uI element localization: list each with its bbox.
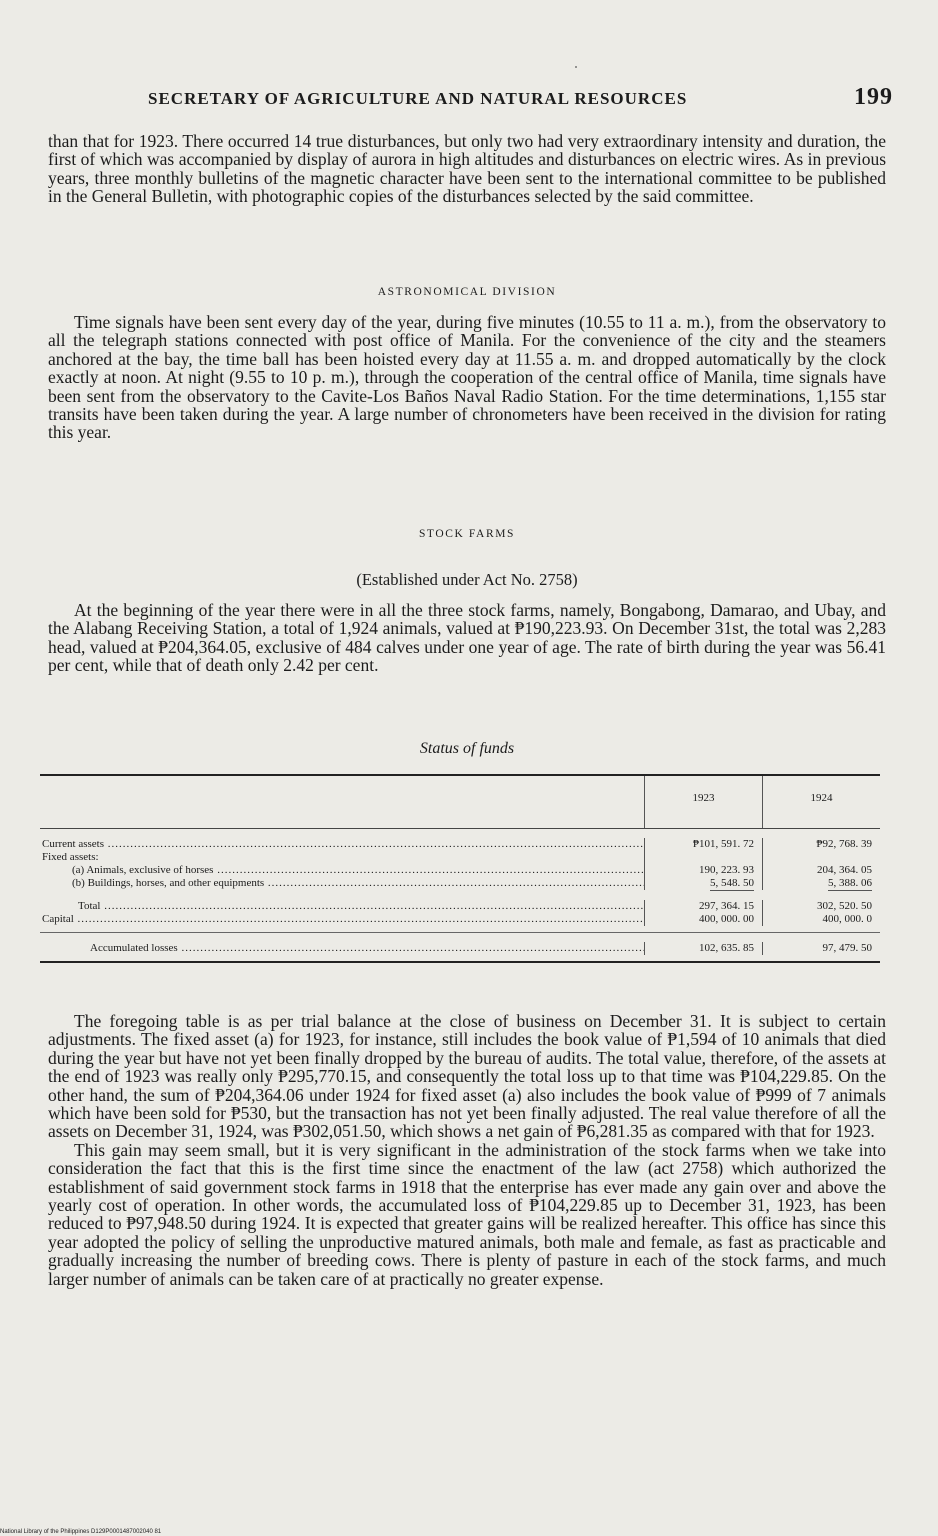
intro-block <box>48 132 886 206</box>
cell-animals-1923: 190, 223. 93 <box>699 864 754 876</box>
row-label-fixed-assets: Fixed assets: <box>42 851 99 863</box>
cell-buildings-1923: 5, 548. 50 <box>710 877 754 889</box>
cell-total-1924: 302, 520. 50 <box>817 900 872 912</box>
page-header <box>148 84 893 111</box>
astronomical-heading: ASTRONOMICAL DIVISION <box>377 286 557 298</box>
row-label-animals: (a) Animals, exclusive of horses ..... <box>42 864 644 877</box>
stock-farms-paragraph: At the beginning of the year there were in all the three stock farms, namely, Bongabong, Damarao, and Ubay, and the Alabang Receiving Station, a total of 1,924 animals, valued at ₱190,223.93. On December 31st, the total was 2,283 head, valued at ₱204,364.05, exclusive of 484 calves under one year of age. The rate of birth during the year was 56.41 per cent, while that of death only 2.42 per cent. <box>48 600 886 676</box>
cell-buildings-1924: 5, 388. 06 <box>828 877 872 889</box>
cell-current-assets-1923: ₱101, 591. 72 <box>692 838 754 850</box>
closing-paragraph-1: The foregoing table is as per trial balance at the close of business on December 31. It is subject to certain adjustments. The fixed asset (a) for 1923, for instance, still includes the book value of ₱1,594 of 10 animals that died during the year but have not yet been finally dropped by the bureau of audits. The total value, therefore, of the assets at the end of 1923 was really only ₱295,770.15, and consequently the total loss up to that time was ₱104,229.85. On the other hand, the sum of ₱204,364.06 under 1924 for fixed asset (a) also includes the book value of ₱999 of 7 animals which have been sold for ₱530, but the transaction has not yet been finally adjusted. The real value therefore of all the assets on December 31, 1924, was ₱302,051.50, which shows a net gain of ₱6,281.35 as compared with that for 1923. <box>48 1011 886 1142</box>
table-row-assets-group <box>40 829 880 896</box>
row-label-total: Total ..... <box>42 900 644 913</box>
row-label-current-assets: Current assets ..... <box>42 838 644 851</box>
stock-farms-heading: STOCK FARMS <box>418 528 516 540</box>
status-of-funds-table <box>40 774 880 963</box>
table-row-losses <box>40 932 880 961</box>
cell-blank <box>763 851 872 864</box>
header-1923: 1923 <box>644 776 762 828</box>
page-number: 199 <box>854 84 893 110</box>
astronomical-paragraph: Time signals have been sent every day of the year, during five minutes (10.55 to 11 a. m.), from the observatory to all the telegraph stations connected with post office of Manila. For the convenience of the city and the steamers anchored at the bay, the time ball has been hoisted every day at 11.55 a. m. and dropped automatically by the clock exactly at noon. At night (9.55 to 10 p. m.), through the cooperation of the central office of Manila, time signals have been sent from the observatory to the Cavite-Los Baños Naval Radio Station. For the time determinations, 1,155 star transits have been taken during the year. A large number of chronometers have been received in the division for rating this year. <box>48 312 886 443</box>
cell-capital-1924: 400, 000. 0 <box>822 913 872 925</box>
header-1924: 1924 <box>762 776 880 828</box>
speck <box>575 66 577 68</box>
table-header-row <box>40 776 880 829</box>
row-label-accumulated-losses: Accumulated losses ..... <box>42 942 644 955</box>
running-title: SECRETARY OF AGRICULTURE AND NATURAL RESOURCES <box>148 89 688 108</box>
cell-losses-1923: 102, 635. 85 <box>699 942 754 954</box>
table-title: Status of funds <box>419 740 515 757</box>
cell-losses-1924: 97, 479. 50 <box>822 942 872 954</box>
cell-blank <box>645 851 754 864</box>
header-blank-cell <box>40 776 644 828</box>
cell-animals-1924: 204, 364. 05 <box>817 864 872 876</box>
row-label-buildings: (b) Buildings, horses, and other equipments ..... <box>42 877 644 890</box>
cell-total-1923: 297, 364. 15 <box>699 900 754 912</box>
astronomical-block <box>48 313 886 442</box>
row-label-capital: Capital ..... <box>42 913 644 926</box>
stock-farms-block <box>48 601 886 675</box>
intro-paragraph: than that for 1923. There occurred 14 true disturbances, but only two had very extraordinary intensity and duration, the first of which was accompanied by display of aurora in high altitudes and disturbances on electric wires. As in previous years, three monthly bulletins of the magnetic character have been sent to the international committee to be published in the General Bulletin, with photographic copies of the disturbances selected by the said committee. <box>48 131 886 207</box>
closing-paragraph-2: This gain may seem small, but it is very significant in the administration of the stock farms when we take into consideration the fact that this is the first time since the enactment of the law (act 2758) which authorized the establishment of said government stock farms in 1918 that the enterprise has ever made any gain over and above the yearly cost of operation. In other words, the accumulated loss of ₱104,229.85 up to December 31, 1923, has been reduced to ₱97,948.50 during 1924. It is expected that greater gains will be realized hereafter. This office has since this year adopted the policy of selling the unproductive matured animals, both male and female, as fast as practicable and gradually increasing the number of breeding cows. There is plenty of pasture in each of the stock farms, and much larger number of animals can be taken care of at practically no greater expense. <box>48 1139 886 1289</box>
cell-capital-1923: 400, 000. 00 <box>699 913 754 925</box>
stock-farms-subheading: (Established under Act No. 2758) <box>356 570 578 589</box>
closing-block <box>48 1012 886 1288</box>
table-row-total-group <box>40 896 880 932</box>
library-footer: National Library of the Philippines D129P0001487002040 81 <box>0 1529 162 1535</box>
cell-current-assets-1924: ₱92, 768. 39 <box>816 838 872 850</box>
